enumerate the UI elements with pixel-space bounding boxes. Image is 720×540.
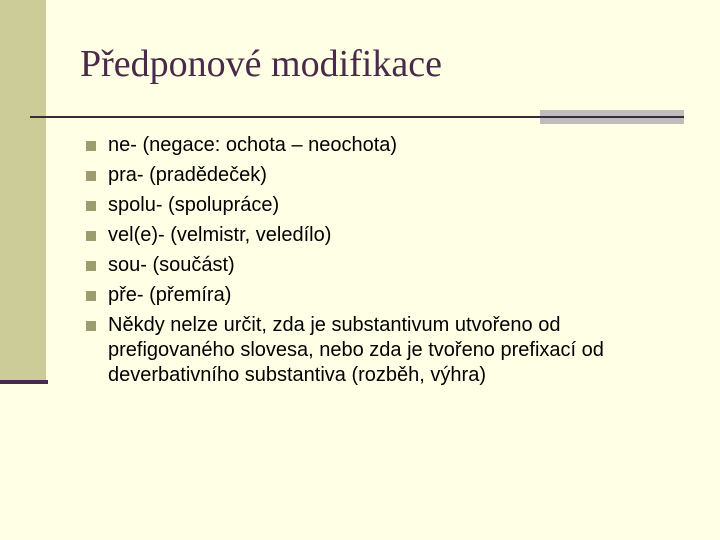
slide-title: Předponové modifikace bbox=[80, 43, 442, 85]
bullet-text: ne- (negace: ochota – neochota) bbox=[108, 134, 398, 156]
square-bullet-icon bbox=[86, 171, 96, 181]
title-divider-block bbox=[540, 110, 684, 124]
bullet-text: pra- (pradědeček) bbox=[108, 164, 267, 186]
square-bullet-icon bbox=[86, 201, 96, 211]
square-bullet-icon bbox=[86, 261, 96, 271]
square-bullet-icon bbox=[86, 231, 96, 241]
left-decorative-band bbox=[0, 0, 46, 382]
bullet-text: vel(e)- (velmistr, veledílo) bbox=[108, 224, 332, 246]
bullet-text: pře- (přemíra) bbox=[108, 284, 232, 306]
bullet-text: spolu- (spolupráce) bbox=[108, 194, 280, 216]
left-band-base-line bbox=[0, 380, 48, 384]
bullet-text: Někdy nelze určit, zda je substantivum utvořeno od prefigovaného slovesa, nebo zda je tvořeno prefixací od deverbativního substantiva (rozběh, výhra) bbox=[108, 314, 604, 386]
square-bullet-icon bbox=[86, 291, 96, 301]
square-bullet-icon bbox=[86, 321, 96, 331]
bullet-item bbox=[86, 223, 686, 248]
bullet-item bbox=[86, 133, 686, 158]
bullet-item bbox=[86, 313, 686, 388]
bullet-item bbox=[86, 193, 686, 218]
square-bullet-icon bbox=[86, 141, 96, 151]
bullet-text: sou- (součást) bbox=[108, 254, 235, 276]
bullet-item bbox=[86, 253, 686, 278]
bullet-item bbox=[86, 283, 686, 308]
title-divider bbox=[30, 116, 540, 118]
bullet-item bbox=[86, 163, 686, 188]
bullet-list bbox=[86, 133, 686, 393]
